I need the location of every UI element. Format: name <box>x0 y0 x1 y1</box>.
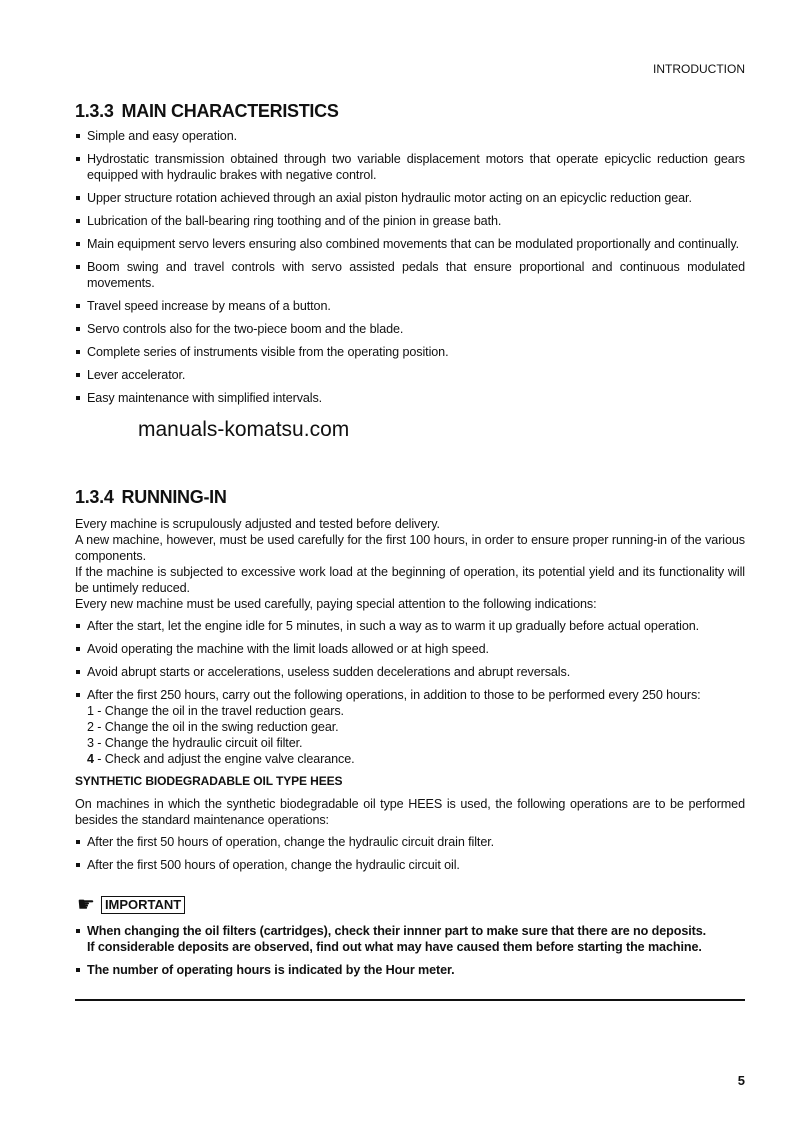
section-number: 1.3.4 <box>75 487 114 507</box>
list-item: Boom swing and travel controls with servo assisted pedals that ensure proportional and continuous modulated movements. <box>75 259 745 291</box>
main-characteristics-list <box>75 128 745 413</box>
list-item: Lubrication of the ball-bearing ring toothing and of the pinion in grease bath. <box>75 213 745 229</box>
list-item: After the start, let the engine idle for 5 minutes, in such a way as to warm it up gradually before actual operation. <box>75 618 745 634</box>
list-item-continuation: If considerable deposits are observed, find out what may have caused them before starting the machine. <box>87 940 702 954</box>
sub-item <box>75 703 745 719</box>
section-number: 1.3.3 <box>75 101 114 121</box>
paragraph: A new machine, however, must be used carefully for the first 100 hours, in order to ensure proper running-in of the various components. <box>75 533 745 563</box>
list-item: Lever accelerator. <box>75 367 745 383</box>
section-divider <box>75 999 745 1001</box>
important-label: IMPORTANT <box>101 896 185 914</box>
paragraph: If the machine is subjected to excessive work load at the beginning of operation, its potential yield and its functionality will be untimely reduced. <box>75 565 745 595</box>
sub-item-text: - Change the oil in the swing reduction gear. <box>93 720 339 734</box>
paragraph: Every machine is scrupulously adjusted and tested before delivery. <box>75 517 440 531</box>
sub-item-text: - Change the oil in the travel reduction gears. <box>93 704 344 718</box>
sub-item-text: - Check and adjust the engine valve clearance. <box>93 752 355 766</box>
sub-item-text: - Change the hydraulic circuit oil filter. <box>93 736 303 750</box>
watermark-link[interactable]: manuals-komatsu.com <box>138 418 350 441</box>
section-heading-running-in <box>75 487 745 508</box>
sub-item <box>75 719 745 735</box>
list-item: Travel speed increase by means of a button. <box>75 298 745 314</box>
list-item: Avoid abrupt starts or accelerations, useless sudden decelerations and abrupt reversals. <box>75 664 745 680</box>
list-item: Easy maintenance with simplified intervals. <box>75 390 745 406</box>
sub-item <box>75 735 745 751</box>
list-item: The number of operating hours is indicated by the Hour meter. <box>75 962 745 978</box>
list-item: Servo controls also for the two-piece boom and the blade. <box>75 321 745 337</box>
sub-item-number: 1 <box>87 704 94 718</box>
important-notice-header <box>77 896 185 914</box>
sub-item-number: 2 <box>87 720 94 734</box>
running-header: INTRODUCTION <box>653 62 745 76</box>
list-item: When changing the oil filters (cartridges), check their innner part to make sure that there are no deposits. <box>75 923 745 939</box>
important-list <box>75 923 745 978</box>
paragraph: On machines in which the synthetic biodegradable oil type HEES is used, the following operations are to be performed besides the standard maintenance operations: <box>75 797 745 827</box>
section-title: MAIN CHARACTERISTICS <box>121 101 339 121</box>
running-in-body <box>75 516 745 767</box>
subheading-hees: SYNTHETIC BIODEGRADABLE OIL TYPE HEES <box>75 774 343 788</box>
hees-section <box>75 773 745 880</box>
pointing-hand-icon: ☛ <box>77 894 95 916</box>
sub-item-number: 4 <box>87 752 94 766</box>
list-item: Upper structure rotation achieved through an axial piston hydraulic motor acting on an epicyclic reduction gear. <box>75 190 745 206</box>
list-item: After the first 500 hours of operation, change the hydraulic circuit oil. <box>75 857 745 873</box>
sub-item <box>75 751 745 767</box>
list-item: Main equipment servo levers ensuring also combined movements that can be modulated proportionally and continually. <box>75 236 745 252</box>
list-item: Simple and easy operation. <box>75 128 745 144</box>
sub-item-number: 3 <box>87 736 94 750</box>
list-item: Hydrostatic transmission obtained through two variable displacement motors that operate epicyclic reduction gears equipped with hydraulic brakes with negative control. <box>75 151 745 183</box>
section-heading-main-characteristics <box>75 101 745 122</box>
paragraph: Every new machine must be used carefully, paying special attention to the following indications: <box>75 597 597 611</box>
page-number: 5 <box>737 1073 745 1088</box>
list-item: After the first 50 hours of operation, change the hydraulic circuit drain filter. <box>75 834 745 850</box>
list-item: After the first 250 hours, carry out the following operations, in addition to those to be performed every 250 hours: <box>75 687 745 703</box>
list-item: Avoid operating the machine with the limit loads allowed or at high speed. <box>75 641 745 657</box>
section-title: RUNNING-IN <box>121 487 227 507</box>
list-item: Complete series of instruments visible from the operating position. <box>75 344 745 360</box>
